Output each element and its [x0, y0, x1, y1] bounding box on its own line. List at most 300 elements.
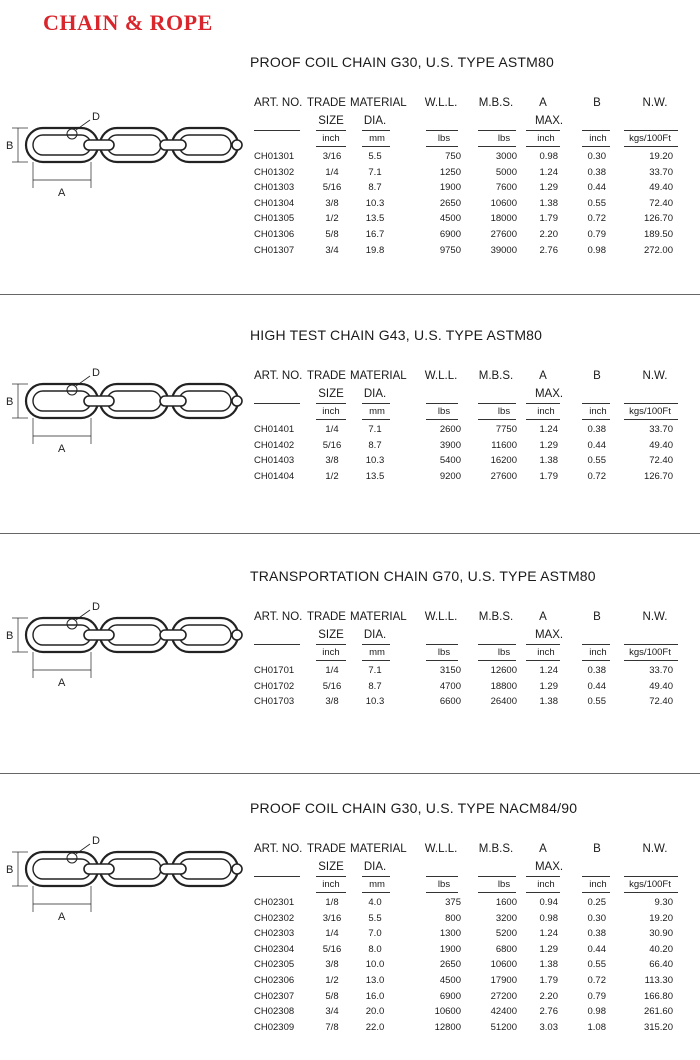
header-dia: DIA. [363, 115, 387, 127]
table-cell: 4700 [439, 680, 461, 692]
unit-b: inch [589, 647, 607, 658]
table-cell: 3/8 [325, 959, 339, 971]
table-cell: 12600 [490, 665, 517, 676]
table-cell: 3/8 [325, 455, 339, 467]
table-cell: 272.00 [643, 244, 673, 256]
table-cell: 0.38 [587, 166, 606, 178]
header-art-no: ART. NO. [254, 370, 303, 382]
table-cell: 113.30 [644, 975, 673, 986]
table-cell: CH01302 [254, 166, 295, 178]
header-dia: DIA. [363, 861, 387, 873]
dim-label-b: B [6, 630, 14, 642]
table-cell: 1900 [439, 182, 461, 194]
table-cell: 0.38 [587, 665, 606, 676]
header-underline [316, 146, 346, 147]
table-cell: 17900 [490, 975, 517, 986]
table-cell: 9200 [439, 470, 461, 482]
header-underline [316, 660, 346, 661]
table-cell: CH01304 [254, 197, 295, 209]
header-max: MAX. [534, 115, 564, 127]
table-cell: 40.20 [649, 943, 673, 955]
table-cell: CH02308 [254, 1006, 295, 1018]
unit-mbs: lbs [497, 879, 511, 890]
table-cell: 72.40 [649, 696, 673, 708]
header-trade: TRADE [307, 370, 346, 382]
header-underline [478, 876, 516, 877]
table-cell: 7/8 [325, 1021, 339, 1033]
chain-link-side [84, 864, 114, 874]
dim-label-b: B [6, 396, 14, 408]
table-cell: 1/4 [325, 928, 339, 940]
table-cell: 39000 [490, 244, 517, 256]
header-trade: TRADE [307, 611, 346, 623]
header-underline [426, 892, 458, 893]
table-cell: 3/16 [322, 912, 342, 924]
section-title: HIGH TEST CHAIN G43, U.S. TYPE ASTM80 [250, 327, 543, 343]
table-cell: 27600 [490, 229, 517, 240]
chain-link-inner [33, 135, 91, 155]
table-cell: CH01402 [254, 439, 295, 451]
table-cell: 3/8 [325, 696, 339, 708]
chain-link-side [160, 396, 186, 406]
chain-link-inner [107, 859, 161, 879]
table-cell: CH01702 [254, 680, 295, 692]
table-cell: 0.79 [587, 229, 606, 240]
table-cell: 10600 [434, 1006, 461, 1018]
table-cell: 4500 [439, 975, 461, 986]
table-cell: 2.76 [539, 1006, 558, 1018]
header-underline [426, 876, 458, 877]
table-cell: 1.79 [539, 470, 558, 482]
table-cell: 16.0 [365, 990, 385, 1002]
unit-a: inch [537, 879, 555, 890]
table-cell: 126.70 [643, 470, 673, 482]
table-cell: 49.40 [649, 182, 673, 194]
table-cell: CH01301 [254, 151, 295, 162]
table-cell: 1.29 [539, 943, 558, 955]
header-size: SIZE [318, 388, 344, 400]
header-underline [624, 660, 678, 661]
header-underline [426, 419, 458, 420]
dia-marker [67, 385, 77, 395]
table-cell: 10600 [490, 959, 517, 971]
dia-marker [67, 129, 77, 139]
table-cell: 0.55 [587, 455, 606, 467]
header-underline [624, 403, 678, 404]
table-cell: 51200 [490, 1021, 517, 1033]
header-underline [362, 403, 390, 404]
header-underline [582, 419, 610, 420]
table-cell: 1/4 [325, 424, 339, 435]
chain-diagram [6, 566, 251, 701]
header-max: MAX. [534, 861, 564, 873]
brand-title: CHAIN & ROPE [43, 10, 213, 35]
unit-wll: lbs [437, 879, 451, 890]
table-cell: 0.55 [587, 959, 606, 971]
table-cell: 1.79 [539, 213, 558, 225]
chain-link-inner [33, 625, 91, 645]
table-cell: 1/4 [325, 166, 339, 178]
table-cell: 1.38 [539, 197, 558, 209]
table-cell: 5200 [495, 928, 517, 940]
table-cell: 49.40 [649, 439, 673, 451]
table-cell: 2600 [439, 424, 461, 435]
header-underline [254, 876, 300, 877]
header-underline [478, 419, 516, 420]
table-cell: CH01401 [254, 424, 295, 435]
header-underline [624, 130, 678, 131]
dia-label-d: D [92, 111, 100, 123]
unit-dia: mm [369, 406, 385, 417]
header-underline [426, 644, 458, 645]
header-underline [316, 403, 346, 404]
table-cell: 1.08 [587, 1021, 606, 1033]
table-cell: 9.30 [654, 897, 673, 908]
header-wll: W.L.L. [424, 370, 458, 382]
dim-label-b: B [6, 140, 14, 152]
table-cell: 6600 [439, 696, 461, 708]
table-cell: 30.90 [649, 928, 673, 940]
table-cell: 0.44 [587, 439, 606, 451]
chain-link-side [84, 140, 114, 150]
header-underline [362, 660, 390, 661]
unit-b: inch [589, 406, 607, 417]
header-underline [582, 644, 610, 645]
table-cell: 3200 [495, 912, 517, 924]
table-cell: 1.29 [539, 680, 558, 692]
unit-dia: mm [369, 133, 385, 144]
table-cell: 16200 [490, 455, 517, 467]
unit-b: inch [589, 133, 607, 144]
table-cell: 27200 [490, 990, 517, 1002]
header-trade: TRADE [307, 97, 346, 109]
chain-link-inner [107, 135, 161, 155]
header-nw: N.W. [642, 611, 668, 623]
table-cell: 5/16 [322, 182, 342, 194]
header-underline [478, 403, 516, 404]
table-cell: 0.98 [539, 912, 558, 924]
unit-nw: kgs/100Ft [629, 647, 671, 658]
table-cell: 0.94 [539, 897, 558, 908]
table-cell: 12800 [434, 1021, 461, 1033]
table-cell: 3900 [439, 439, 461, 451]
unit-a: inch [537, 647, 555, 658]
table-cell: 27600 [490, 470, 517, 482]
unit-nw: kgs/100Ft [629, 406, 671, 417]
table-cell: 800 [445, 912, 461, 924]
section-title: PROOF COIL CHAIN G30, U.S. TYPE ASTM80 [250, 54, 555, 70]
chain-link-side [160, 864, 186, 874]
unit-a: inch [537, 133, 555, 144]
table-cell: 1600 [495, 897, 517, 908]
header-underline [362, 644, 390, 645]
header-a: A [539, 843, 547, 855]
unit-mbs: lbs [497, 647, 511, 658]
table-cell: 1/2 [325, 213, 339, 225]
header-underline [316, 130, 346, 131]
unit-dia: mm [369, 879, 385, 890]
table-cell: 261.60 [643, 1006, 673, 1018]
dim-label-b: B [6, 864, 14, 876]
table-cell: 2.76 [539, 244, 558, 256]
header-b: B [593, 843, 601, 855]
table-cell: CH01303 [254, 182, 295, 194]
table-cell: 5000 [495, 166, 517, 178]
table-cell: 19.8 [365, 244, 385, 256]
table-cell: 0.25 [587, 897, 606, 908]
dia-marker [67, 619, 77, 629]
chain-link-side [232, 396, 242, 406]
table-cell: 3/8 [325, 197, 339, 209]
table-cell: 16.7 [365, 229, 385, 240]
table-cell: CH01404 [254, 470, 295, 482]
table-cell: 1.38 [539, 696, 558, 708]
table-cell: CH02303 [254, 928, 295, 940]
table-cell: 3000 [495, 151, 517, 162]
header-a: A [539, 97, 547, 109]
table-cell: CH01305 [254, 213, 295, 225]
table-cell: 72.40 [649, 197, 673, 209]
table-cell: 1.38 [539, 959, 558, 971]
table-cell: 0.38 [587, 424, 606, 435]
header-size: SIZE [318, 861, 344, 873]
header-underline [624, 876, 678, 877]
chain-diagram [6, 76, 251, 211]
unit-mbs: lbs [497, 133, 511, 144]
table-cell: 1.24 [539, 928, 558, 940]
table-cell: 3.03 [539, 1021, 558, 1033]
header-max: MAX. [534, 629, 564, 641]
table-cell: 7600 [495, 182, 517, 194]
table-cell: CH01703 [254, 696, 295, 708]
header-underline [624, 419, 678, 420]
header-underline [526, 876, 560, 877]
table-cell: 0.79 [587, 990, 606, 1002]
table-cell: 0.98 [587, 1006, 606, 1018]
header-material: MATERIAL [350, 843, 407, 855]
header-material: MATERIAL [350, 97, 407, 109]
header-size: SIZE [318, 629, 344, 641]
dia-label-d: D [92, 601, 100, 613]
header-underline [478, 892, 516, 893]
table-cell: 7.1 [368, 665, 382, 676]
header-underline [624, 892, 678, 893]
table-cell: 0.44 [587, 680, 606, 692]
table-cell: 1.29 [539, 439, 558, 451]
table-cell: 26400 [490, 696, 517, 708]
header-underline [526, 892, 560, 893]
table-cell: 66.40 [649, 959, 673, 971]
section-title: TRANSPORTATION CHAIN G70, U.S. TYPE ASTM80 [250, 568, 596, 584]
table-cell: 166.80 [643, 990, 673, 1002]
table-cell: 10.3 [365, 455, 385, 467]
header-underline [478, 130, 516, 131]
header-size: SIZE [318, 115, 344, 127]
table-cell: 0.55 [587, 696, 606, 708]
chain-link-inner [107, 391, 161, 411]
table-cell: 5/8 [325, 990, 339, 1002]
table-cell: 1.29 [539, 182, 558, 194]
table-cell: 3/4 [325, 1006, 339, 1018]
table-cell: 1/8 [325, 897, 339, 908]
chain-link-side [160, 630, 186, 640]
header-underline [426, 130, 458, 131]
chain-diagram [6, 332, 251, 467]
header-underline [526, 130, 560, 131]
header-b: B [593, 611, 601, 623]
table-cell: 13.5 [365, 470, 385, 482]
dim-label-a: A [58, 187, 66, 199]
table-cell: CH02307 [254, 990, 295, 1002]
table-cell: 1/2 [325, 975, 339, 986]
header-underline [526, 146, 560, 147]
header-underline [254, 644, 300, 645]
table-cell: 42400 [490, 1006, 517, 1018]
table-cell: 18800 [490, 680, 517, 692]
table-cell: 33.70 [649, 424, 673, 435]
chain-link-side [160, 140, 186, 150]
header-underline [362, 419, 390, 420]
table-cell: 19.20 [649, 151, 673, 162]
header-underline [624, 146, 678, 147]
table-cell: CH02306 [254, 975, 295, 986]
unit-size: inch [322, 647, 340, 658]
header-underline [316, 892, 346, 893]
header-mbs: M.B.S. [478, 843, 514, 855]
unit-wll: lbs [437, 133, 451, 144]
header-dia: DIA. [363, 388, 387, 400]
header-underline [526, 644, 560, 645]
table-cell: 3150 [439, 665, 461, 676]
header-underline [582, 660, 610, 661]
header-underline [362, 892, 390, 893]
table-cell: 1.79 [539, 975, 558, 986]
table-cell: 10.3 [365, 696, 385, 708]
header-trade: TRADE [307, 843, 346, 855]
unit-a: inch [537, 406, 555, 417]
table-cell: 8.7 [368, 439, 382, 451]
table-cell: 189.50 [643, 229, 673, 240]
table-cell: 10600 [490, 197, 517, 209]
header-underline [316, 419, 346, 420]
table-cell: 2650 [439, 197, 461, 209]
table-cell: 4500 [439, 213, 461, 225]
table-cell: CH02301 [254, 897, 295, 908]
table-cell: 0.38 [587, 928, 606, 940]
section-title: PROOF COIL CHAIN G30, U.S. TYPE NACM84/90 [250, 800, 578, 816]
unit-b: inch [589, 879, 607, 890]
table-cell: 0.30 [587, 151, 606, 162]
header-underline [582, 130, 610, 131]
table-cell: 0.72 [587, 213, 606, 225]
chain-link-inner [107, 625, 161, 645]
table-cell: 315.20 [643, 1021, 673, 1033]
header-a: A [539, 370, 547, 382]
table-cell: 4.0 [368, 897, 382, 908]
table-cell: 6800 [495, 943, 517, 955]
table-cell: CH01306 [254, 229, 295, 240]
header-underline [426, 403, 458, 404]
header-underline [362, 130, 390, 131]
chain-diagram [6, 800, 251, 935]
table-cell: 5.5 [368, 151, 382, 162]
header-underline [254, 403, 300, 404]
chain-link-side [232, 140, 242, 150]
table-cell: 1/2 [325, 470, 339, 482]
header-underline [526, 419, 560, 420]
table-cell: 5.5 [368, 912, 382, 924]
table-cell: CH01701 [254, 665, 295, 676]
header-b: B [593, 370, 601, 382]
unit-mbs: lbs [497, 406, 511, 417]
table-cell: 10.0 [365, 959, 385, 971]
table-cell: 3/16 [322, 151, 342, 162]
dia-label-d: D [92, 835, 100, 847]
table-cell: 0.98 [587, 244, 606, 256]
header-underline [526, 660, 560, 661]
table-cell: 7.1 [368, 166, 382, 178]
table-cell: 1.38 [539, 455, 558, 467]
table-cell: 7.1 [368, 424, 382, 435]
table-cell: 2.20 [539, 990, 558, 1002]
header-underline [526, 403, 560, 404]
dia-label-d: D [92, 367, 100, 379]
header-material: MATERIAL [350, 611, 407, 623]
header-wll: W.L.L. [424, 97, 458, 109]
table-cell: 33.70 [649, 166, 673, 178]
table-cell: 6900 [439, 229, 461, 240]
dim-label-a: A [58, 911, 66, 923]
table-cell: 72.40 [649, 455, 673, 467]
header-underline [254, 130, 300, 131]
table-cell: 1/4 [325, 665, 339, 676]
table-cell: 1300 [439, 928, 461, 940]
table-cell: 7750 [495, 424, 517, 435]
table-cell: 10.3 [365, 197, 385, 209]
table-cell: 5/16 [322, 943, 342, 955]
header-underline [316, 876, 346, 877]
header-underline [478, 644, 516, 645]
header-mbs: M.B.S. [478, 97, 514, 109]
table-cell: 6900 [439, 990, 461, 1002]
table-cell: CH01307 [254, 244, 295, 256]
header-wll: W.L.L. [424, 611, 458, 623]
table-cell: 1900 [439, 943, 461, 955]
header-mbs: M.B.S. [478, 611, 514, 623]
table-cell: 9750 [439, 244, 461, 256]
table-cell: 19.20 [649, 912, 673, 924]
header-dia: DIA. [363, 629, 387, 641]
table-cell: CH02302 [254, 912, 295, 924]
chain-link-side [232, 630, 242, 640]
header-underline [362, 146, 390, 147]
table-cell: CH02309 [254, 1021, 295, 1033]
header-underline [624, 644, 678, 645]
table-cell: 2650 [439, 959, 461, 971]
unit-dia: mm [369, 647, 385, 658]
header-b: B [593, 97, 601, 109]
table-cell: 3/4 [325, 244, 339, 256]
table-cell: 1.24 [539, 424, 558, 435]
table-cell: 5/16 [322, 680, 342, 692]
table-cell: 1.24 [539, 665, 558, 676]
header-underline [582, 892, 610, 893]
header-mbs: M.B.S. [478, 370, 514, 382]
chain-link-side [84, 396, 114, 406]
table-cell: 8.0 [368, 943, 382, 955]
table-cell: 22.0 [365, 1021, 385, 1033]
table-cell: 49.40 [649, 680, 673, 692]
